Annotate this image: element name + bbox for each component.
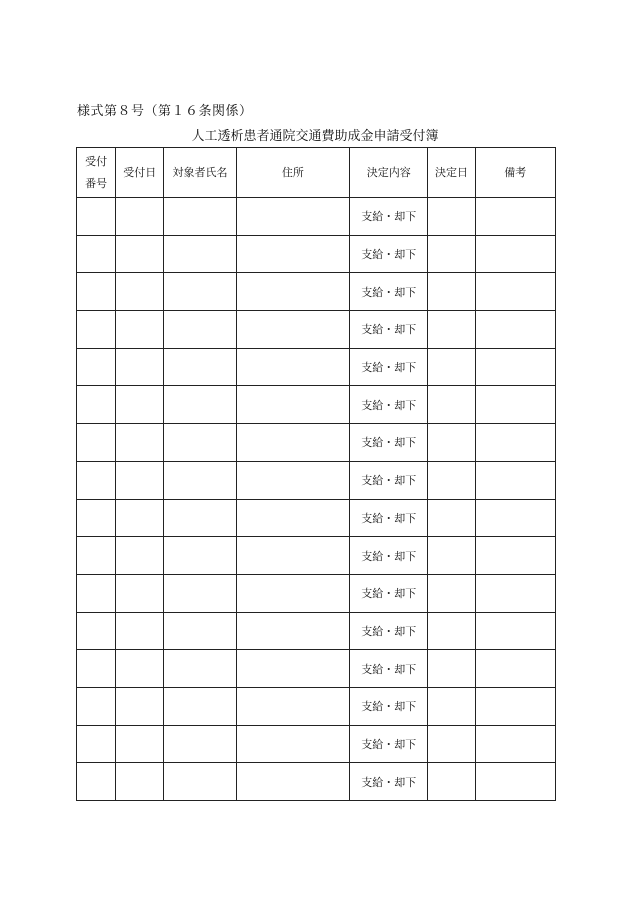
cell-receipt-date — [116, 386, 164, 424]
cell-remarks — [475, 650, 555, 688]
cell-decision: 支給・却下 — [350, 348, 428, 386]
cell-subject-name — [164, 311, 236, 349]
cell-decision: 支給・却下 — [350, 311, 428, 349]
table-row — [77, 198, 556, 236]
cell-receipt-date — [116, 348, 164, 386]
table-row — [77, 725, 556, 763]
header-receipt-number-line1: 受付 — [85, 154, 108, 168]
cell-remarks — [475, 537, 555, 575]
cell-address — [236, 687, 349, 725]
cell-subject-name — [164, 763, 236, 801]
cell-receipt-number — [77, 763, 116, 801]
cell-remarks — [475, 273, 555, 311]
cell-decision-date — [428, 763, 475, 801]
cell-receipt-number — [77, 461, 116, 499]
cell-remarks — [475, 348, 555, 386]
cell-subject-name — [164, 348, 236, 386]
cell-remarks — [475, 574, 555, 612]
cell-remarks — [475, 763, 555, 801]
cell-remarks — [475, 725, 555, 763]
cell-address — [236, 424, 349, 462]
table-row — [77, 461, 556, 499]
cell-decision: 支給・却下 — [350, 461, 428, 499]
cell-subject-name — [164, 424, 236, 462]
cell-receipt-date — [116, 311, 164, 349]
table-row — [77, 348, 556, 386]
cell-address — [236, 574, 349, 612]
cell-decision: 支給・却下 — [350, 650, 428, 688]
cell-address — [236, 386, 349, 424]
table-row — [77, 687, 556, 725]
table-row — [77, 273, 556, 311]
cell-receipt-number — [77, 612, 116, 650]
table-row — [77, 499, 556, 537]
cell-decision-date — [428, 198, 475, 236]
cell-receipt-number — [77, 273, 116, 311]
cell-receipt-date — [116, 537, 164, 575]
cell-subject-name — [164, 461, 236, 499]
cell-decision-date — [428, 687, 475, 725]
cell-subject-name — [164, 235, 236, 273]
cell-decision-date — [428, 386, 475, 424]
cell-receipt-date — [116, 235, 164, 273]
cell-receipt-date — [116, 461, 164, 499]
cell-decision-date — [428, 537, 475, 575]
header-decision: 決定内容 — [350, 148, 428, 198]
table-row — [77, 650, 556, 688]
cell-receipt-number — [77, 198, 116, 236]
cell-decision: 支給・却下 — [350, 424, 428, 462]
cell-subject-name — [164, 687, 236, 725]
cell-subject-name — [164, 574, 236, 612]
cell-address — [236, 650, 349, 688]
cell-receipt-number — [77, 687, 116, 725]
cell-decision-date — [428, 273, 475, 311]
cell-receipt-number — [77, 725, 116, 763]
cell-receipt-number — [77, 650, 116, 688]
cell-decision-date — [428, 235, 475, 273]
cell-subject-name — [164, 386, 236, 424]
cell-remarks — [475, 235, 555, 273]
cell-receipt-date — [116, 273, 164, 311]
table-body — [77, 198, 556, 801]
cell-subject-name — [164, 537, 236, 575]
table-row — [77, 763, 556, 801]
cell-remarks — [475, 687, 555, 725]
cell-decision: 支給・却下 — [350, 574, 428, 612]
header-receipt-number-line2: 番号 — [85, 176, 108, 190]
cell-decision-date — [428, 574, 475, 612]
cell-decision: 支給・却下 — [350, 386, 428, 424]
reception-ledger-table — [76, 147, 556, 801]
cell-decision-date — [428, 499, 475, 537]
cell-receipt-number — [77, 499, 116, 537]
cell-decision: 支給・却下 — [350, 198, 428, 236]
cell-decision-date — [428, 348, 475, 386]
document-title: 人工透析患者通院交通費助成金申請受付簿 — [191, 129, 439, 144]
cell-decision-date — [428, 612, 475, 650]
cell-address — [236, 725, 349, 763]
cell-receipt-date — [116, 650, 164, 688]
cell-remarks — [475, 424, 555, 462]
cell-address — [236, 235, 349, 273]
header-address: 住所 — [236, 148, 349, 198]
cell-decision: 支給・却下 — [350, 612, 428, 650]
cell-receipt-date — [116, 612, 164, 650]
cell-remarks — [475, 499, 555, 537]
table-row — [77, 424, 556, 462]
cell-receipt-date — [116, 687, 164, 725]
cell-receipt-number — [77, 574, 116, 612]
table-row — [77, 612, 556, 650]
cell-decision: 支給・却下 — [350, 725, 428, 763]
cell-receipt-date — [116, 424, 164, 462]
cell-address — [236, 612, 349, 650]
header-receipt-date: 受付日 — [116, 148, 164, 198]
cell-remarks — [475, 311, 555, 349]
cell-remarks — [475, 612, 555, 650]
cell-subject-name — [164, 650, 236, 688]
header-receipt-number — [77, 148, 116, 198]
header-decision-date: 決定日 — [428, 148, 475, 198]
cell-receipt-number — [77, 424, 116, 462]
cell-decision-date — [428, 725, 475, 763]
cell-decision-date — [428, 650, 475, 688]
cell-address — [236, 348, 349, 386]
cell-remarks — [475, 198, 555, 236]
cell-address — [236, 537, 349, 575]
cell-decision: 支給・却下 — [350, 687, 428, 725]
cell-receipt-date — [116, 198, 164, 236]
cell-receipt-number — [77, 235, 116, 273]
table-row — [77, 235, 556, 273]
cell-subject-name — [164, 612, 236, 650]
cell-decision: 支給・却下 — [350, 273, 428, 311]
cell-decision-date — [428, 461, 475, 499]
cell-receipt-number — [77, 386, 116, 424]
table-row — [77, 386, 556, 424]
cell-receipt-date — [116, 574, 164, 612]
table-row — [77, 311, 556, 349]
table-header-row — [77, 148, 556, 198]
cell-remarks — [475, 386, 555, 424]
cell-decision-date — [428, 424, 475, 462]
table-row — [77, 537, 556, 575]
cell-address — [236, 273, 349, 311]
cell-address — [236, 311, 349, 349]
cell-decision-date — [428, 311, 475, 349]
cell-address — [236, 198, 349, 236]
cell-receipt-date — [116, 763, 164, 801]
cell-subject-name — [164, 273, 236, 311]
table-row — [77, 574, 556, 612]
cell-decision: 支給・却下 — [350, 763, 428, 801]
cell-decision: 支給・却下 — [350, 235, 428, 273]
cell-receipt-number — [77, 311, 116, 349]
form-number: 様式第８号（第１６条関係） — [77, 104, 253, 119]
header-remarks: 備考 — [475, 148, 555, 198]
cell-receipt-number — [77, 537, 116, 575]
cell-address — [236, 763, 349, 801]
header-subject-name: 対象者氏名 — [164, 148, 236, 198]
cell-subject-name — [164, 198, 236, 236]
cell-receipt-number — [77, 348, 116, 386]
cell-remarks — [475, 461, 555, 499]
cell-address — [236, 461, 349, 499]
cell-decision: 支給・却下 — [350, 499, 428, 537]
cell-address — [236, 499, 349, 537]
cell-subject-name — [164, 725, 236, 763]
cell-receipt-date — [116, 725, 164, 763]
cell-receipt-date — [116, 499, 164, 537]
cell-decision: 支給・却下 — [350, 537, 428, 575]
cell-subject-name — [164, 499, 236, 537]
